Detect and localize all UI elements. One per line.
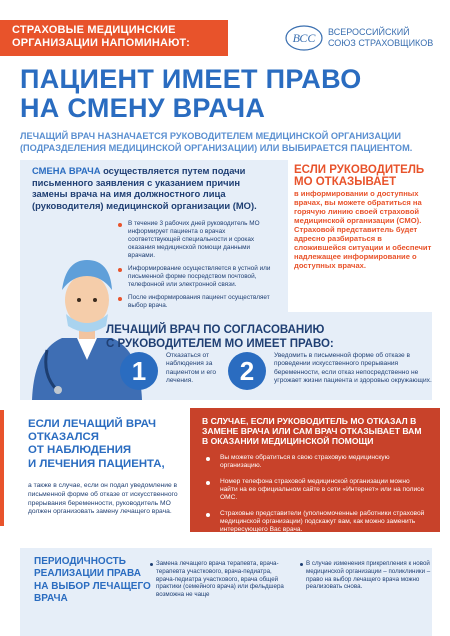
header-banner	[0, 20, 228, 56]
logo-line-2: СОЮЗ СТРАХОВЩИКОВ	[328, 38, 434, 48]
if-doctor-heading	[28, 418, 188, 471]
number-badge: 1	[120, 352, 158, 390]
agree-heading-line-2: С РУКОВОДИТЕЛЕМ МО ИМЕЕТ ПРАВО:	[106, 338, 334, 350]
refusal-help-title: В СЛУЧАЕ, ЕСЛИ РУКОВОДИТЕЛЬ МО ОТКАЗАЛ В ЗАМЕНЕ ВРАЧА ИЛИ САМ ВРАЧ ОТКАЗЫВАЕТ ВАМ В ОКАЗАНИИ МЕДИЦИНСКОЙ ПОМОЩИ	[202, 416, 422, 446]
smena-paragraph	[32, 165, 272, 211]
number-badge: 2	[228, 352, 266, 390]
union-logo	[284, 22, 444, 54]
banner-line-1: СТРАХОВЫЕ МЕДИЦИНСКИЕ	[12, 24, 176, 36]
periodicity-line-3: НА ВЫБОР ЛЕЧАЩЕГО	[34, 580, 151, 592]
list-item: Страховые представители (уполномоченные работники страховой медицинской организации) подскажут вам, как можно заменить интересующего Вас врача.	[202, 510, 428, 534]
smena-highlight: СМЕНА ВРАЧА	[32, 165, 101, 176]
agree-item-2	[228, 352, 438, 390]
list-item: Номер телефона страховой медицинской организации можно найти на ее официальном сайте в сети «Интернет» или на полисе ОМС.	[202, 478, 428, 502]
smena-info-list	[118, 220, 278, 315]
periodicity-line-4: ВРАЧА	[34, 593, 68, 605]
list-item: В случае изменения прикрепления к новой медицинской организации – поликлиники – право на выбор лечащего врача можно реализовать снова.	[300, 560, 432, 591]
if-doctor-line-1: ЕСЛИ ЛЕЧАЩИЙ ВРАЧ	[28, 418, 157, 430]
periodicity-line-1: ПЕРИОДИЧНОСТЬ	[34, 556, 126, 567]
refuse-callout	[288, 160, 440, 312]
if-doctor-text: а также в случае, если он подал уведомление в письменной форме об отказе от искусственного прерывания беременности, руководитель МО должен организовать замену лечащего врача.	[28, 482, 178, 516]
refusal-help-panel	[190, 408, 440, 532]
accent-bar	[0, 410, 4, 526]
periodicity-line-2: РЕАЛИЗАЦИИ ПРАВА	[34, 568, 141, 580]
if-doctor-line-2: ОТКАЗАЛСЯ	[28, 431, 99, 444]
svg-text:ВСС: ВСС	[292, 31, 316, 45]
title-line-1: ПАЦИЕНТ ИМЕЕТ ПРАВО	[20, 64, 362, 94]
logo-text	[328, 27, 433, 49]
union-emblem-icon	[284, 24, 324, 52]
page-title	[20, 65, 440, 123]
smena-text: осуществляется путем подачи письменного заявления с указанием причин замены врача на имя должностного лица (руководителя) медицинской организации (МО).	[32, 165, 257, 211]
page-subtitle: ЛЕЧАЩИЙ ВРАЧ НАЗНАЧАЕТСЯ РУКОВОДИТЕЛЕМ МЕДИЦИНСКОЙ ОРГАНИЗАЦИИ (ПОДРАЗДЕЛЕНИЯ МЕДИЦИНСКОЙ ОРГАНИЗАЦИИ) ИЛИ ВЫБИРАЕТСЯ ПАЦИЕНТОМ.	[20, 131, 413, 153]
if-doctor-line-3: ОТ НАБЛЮДЕНИЯ	[28, 444, 132, 457]
agree-heading-line-1: ЛЕЧАЩИЙ ВРАЧ ПО СОГЛАСОВАНИЮ	[106, 324, 325, 336]
if-doctor-line-4: И ЛЕЧЕНИЯ ПАЦИЕНТА,	[28, 457, 165, 470]
list-item: В течение 3 рабочих дней руководитель МО информирует пациента о врачах соответствующей специальности и сроках оказания медицинской помощи данными врачами.	[118, 220, 278, 260]
refuse-title: ЕСЛИ РУКОВОДИТЕЛЬ МО ОТКАЗЫВАЕТ	[294, 164, 425, 188]
logo-line-1: ВСЕРОССИЙСКИЙ	[328, 27, 410, 37]
list-item: Замена лечащего врача терапевта, врача-терапевта участкового, врача-педиатра, врача-педиатра участкового, врача общей практики (семейного врача) или фельдшера возможна не чаще	[150, 560, 292, 599]
refuse-body: в информировании о доступных врачах, вы можете обратиться на горячую линию своей страховой медицинской организации (СМО). Страховой представитель будет адресно разбираться в сложившейся ситуации и обеспечит надлежащее информирование о доступных врачах.	[294, 189, 432, 270]
agree-item-text: Отказаться от наблюдения за пациентом и его лечения.	[166, 352, 217, 384]
list-item: После информирования пациент осуществляет выбор врача.	[118, 294, 278, 310]
list-item: Вы можете обратиться в свою страховую медицинскую организацию.	[202, 454, 428, 470]
banner-line-2: ОРГАНИЗАЦИИ НАПОМИНАЮТ:	[12, 37, 191, 49]
periodicity-list	[150, 560, 292, 599]
list-item: Информирование осуществляется в устной или письменной форме посредством почтовой, телефонной или электронной связи.	[118, 265, 278, 289]
agree-item-1	[120, 352, 240, 390]
reattachment-list	[300, 560, 432, 591]
periodicity-heading	[34, 556, 154, 606]
agree-heading	[106, 323, 346, 351]
agree-item-text: Уведомить в письменной форме об отказе в проведении искусственного прерывания беременности, если отказ непосредственно не угрожает жизни пациента и здоровью окружающих.	[274, 352, 432, 384]
title-line-2: НА СМЕНУ ВРАЧА	[20, 93, 266, 123]
